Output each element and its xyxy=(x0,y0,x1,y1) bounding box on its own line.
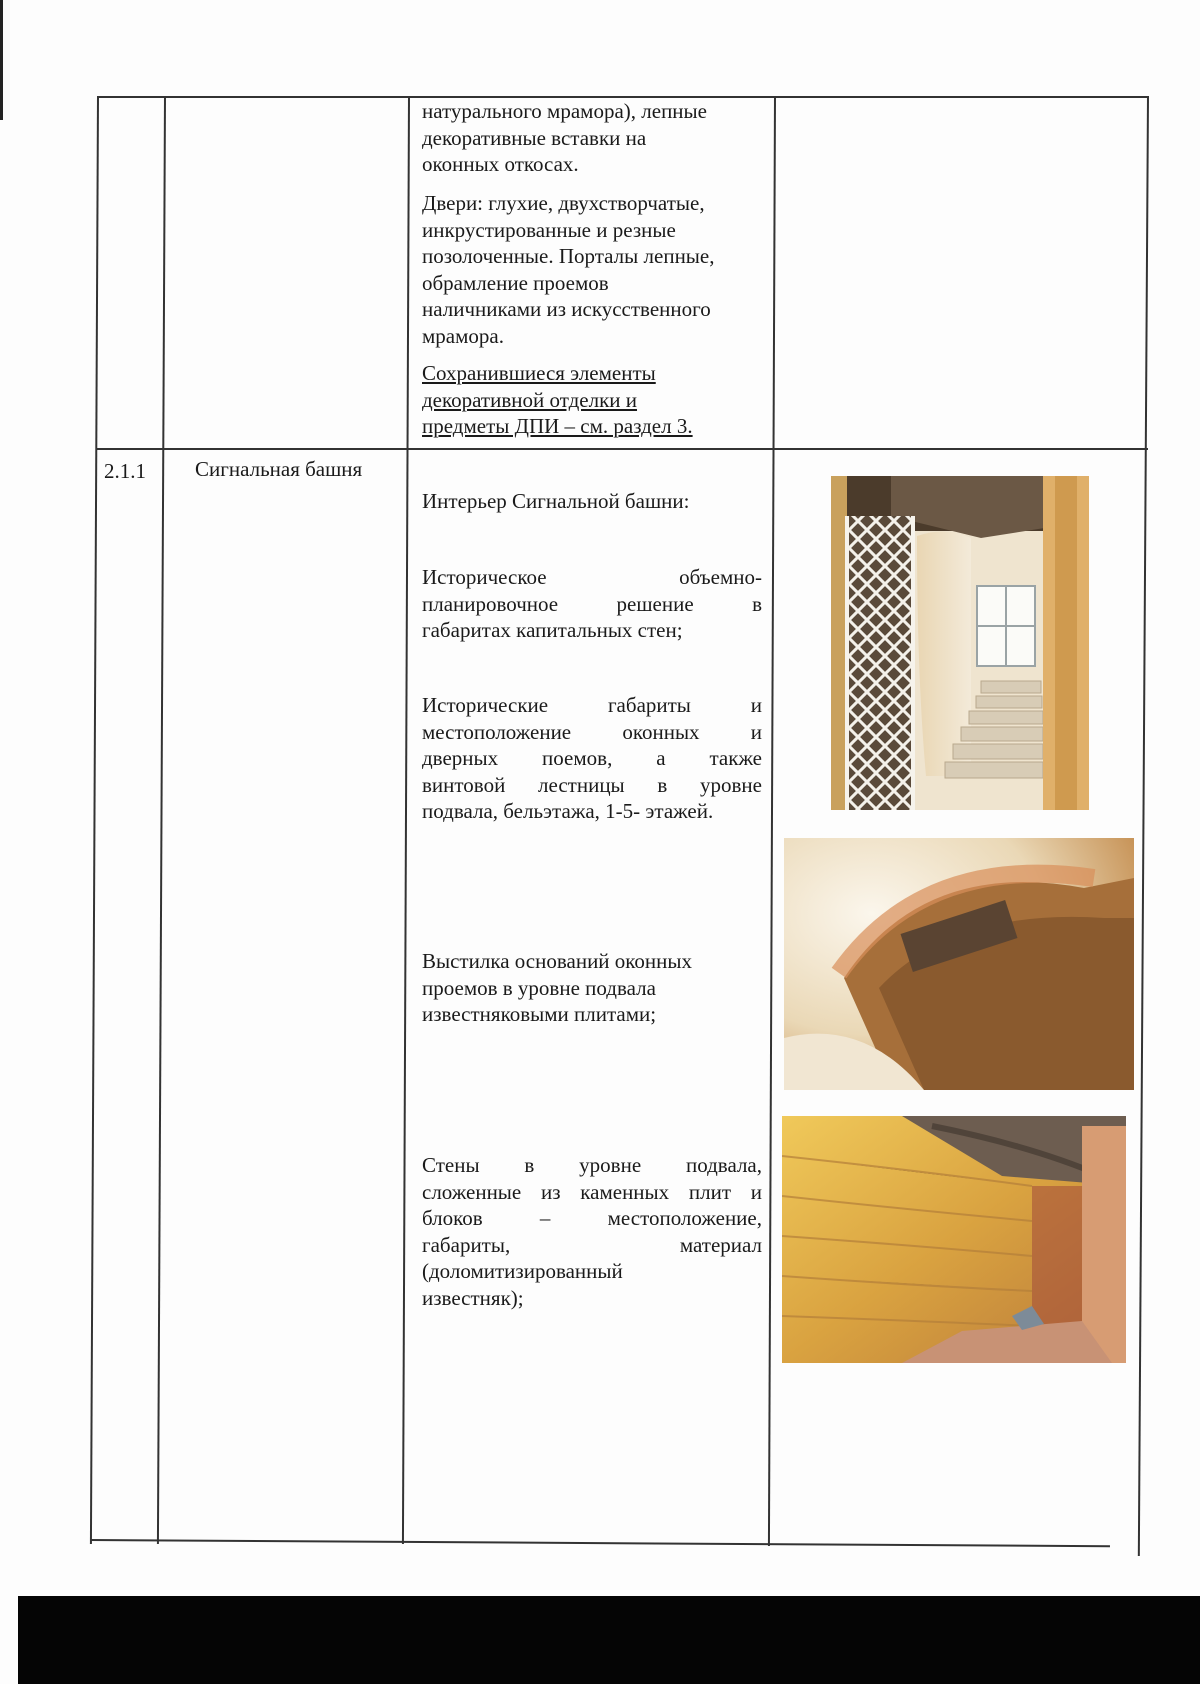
col-border-4 xyxy=(1138,96,1149,1556)
row-number: 2.1.1 xyxy=(104,459,146,483)
table-bottom-border xyxy=(90,1539,1110,1547)
row-divider xyxy=(97,448,1148,450)
col-border-3 xyxy=(768,96,776,1546)
item-volume-planning: Историческое объемно- планировочное решение в габаритах капитальных стен; xyxy=(422,565,762,642)
embrasure-image xyxy=(784,838,1134,1090)
photo-spiral-staircase xyxy=(831,476,1089,810)
basement-image xyxy=(782,1116,1126,1363)
description-p3-reference: Сохранившиеся элементы декоративной отделки и предметы ДПИ – см. раздел 3. xyxy=(422,361,693,438)
col-border-1 xyxy=(157,96,166,1544)
item-window-sills: Выстилка оснований оконных проемов в уровне подвала известняковыми плитами; xyxy=(422,949,693,1026)
staircase-image xyxy=(831,476,1089,810)
description-p1: натурального мрамора), лепные декоративные вставки на оконных откосах. xyxy=(422,99,707,176)
description-p2: Двери: глухие, двухстворчатые, инкрустированные и резные позолоченные. Порталы лепные, обрамление проемов наличниками из искусственного мрамора. xyxy=(422,191,715,348)
scan-edge xyxy=(0,0,3,120)
section-heading: Интерьер Сигнальной башни: xyxy=(422,489,690,513)
object-name: Сигнальная башня xyxy=(195,457,363,481)
item-openings-stair: Исторические габариты и местоположение оконных и дверных поемов, а также винтовой лестницы в уровне подвала, бельэтажа, 1-5- этажей. xyxy=(422,693,762,823)
item-basement-walls: Стены в уровне подвала, сложенные из каменных плит и блоков – местоположение, габариты, материал (доломитизированный известняк); xyxy=(422,1153,762,1310)
photo-basement-walls xyxy=(782,1116,1126,1363)
photo-window-embrasure xyxy=(784,838,1134,1090)
col-border-2 xyxy=(402,96,410,1544)
scan-bottom-band xyxy=(18,1596,1200,1684)
col-border-0 xyxy=(90,96,99,1544)
